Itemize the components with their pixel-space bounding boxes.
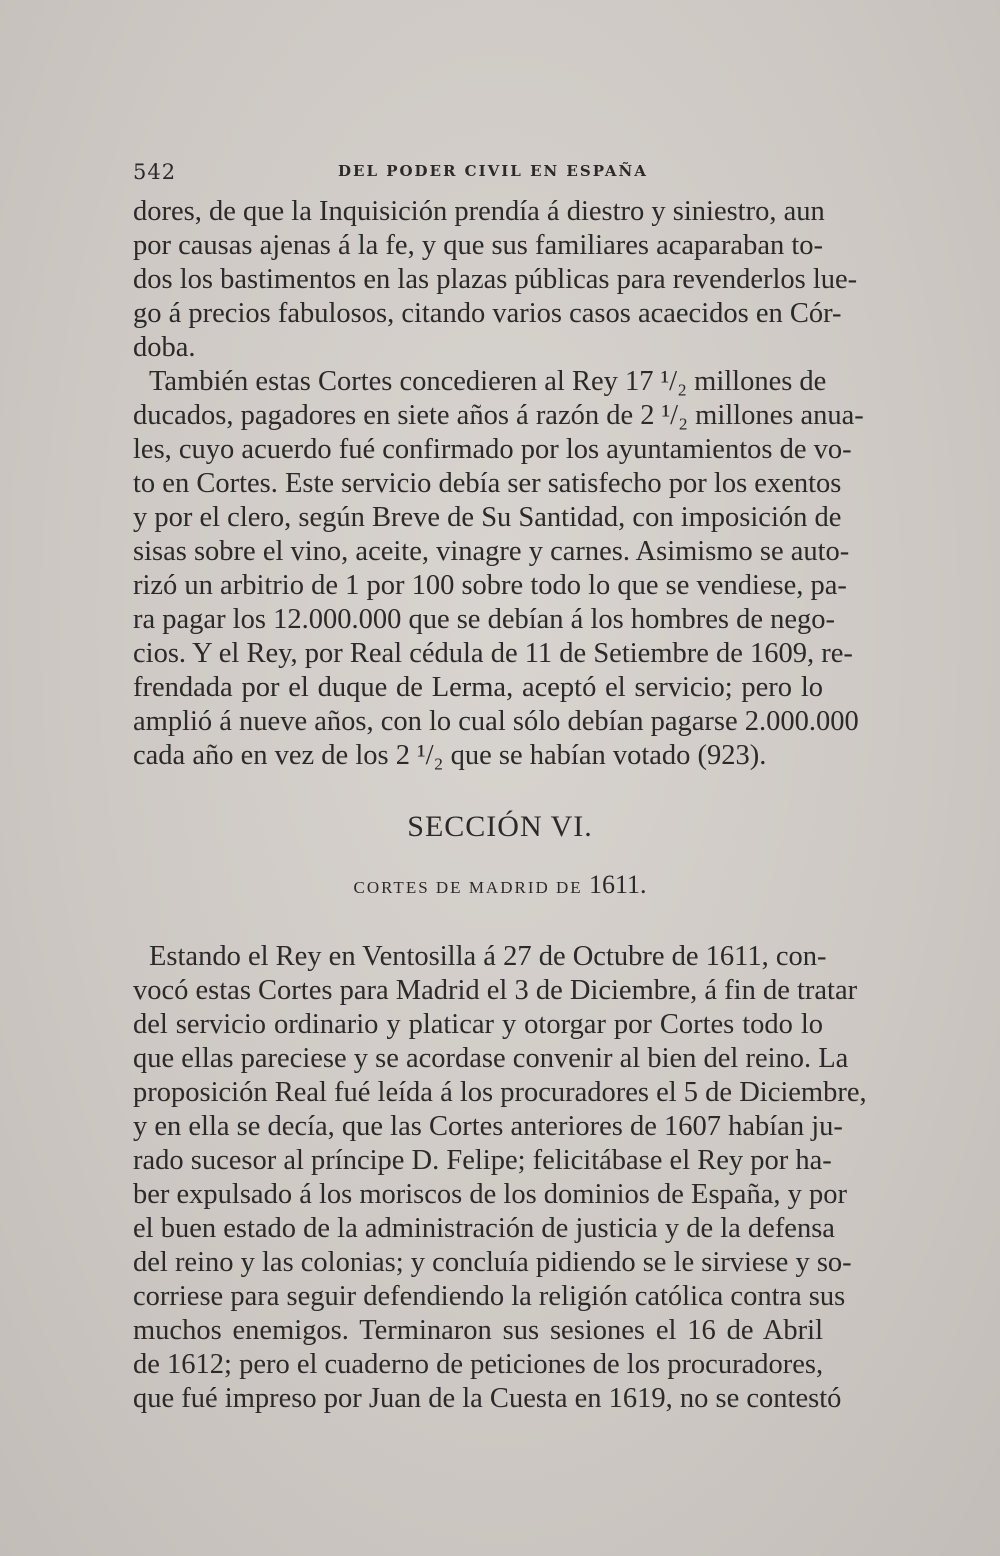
text-line: del servicio ordinario y platicar y otorgar por Cortes todo lo — [133, 1009, 823, 1040]
page-header — [133, 160, 823, 190]
text-line: dores, de que la Inquisición prendía á diestro y siniestro, aun — [133, 196, 825, 227]
text-line: ber expulsado á los moriscos de los dominios de España, y por — [133, 1179, 847, 1210]
text-line: y por el clero, según Breve de Su Santidad, con imposición de — [133, 502, 842, 533]
text-line: rizó un arbitrio de 1 por 100 sobre todo lo que se vendiese, pa- — [133, 570, 847, 601]
text-line: rado sucesor al príncipe D. Felipe; felicitábase el Rey por ha- — [133, 1145, 832, 1176]
text-line: amplió á nueve años, con lo cual sólo debían pagarse 2.000.000 — [133, 706, 859, 737]
text-line: go á precios fabulosos, citando varios casos acaecidos en Cór- — [133, 298, 842, 329]
text-line: el buen estado de la administración de justicia y de la defensa — [133, 1213, 835, 1244]
text-line: ducados, pagadores en siete años á razón de 2 ¹/₂ millones anua- — [133, 400, 864, 431]
running-title: DEL PODER CIVIL EN ESPAÑA — [338, 162, 648, 180]
section-year: 1611. — [588, 870, 647, 899]
text-line: por causas ajenas á la fe, y que sus familiares acaparaban to- — [133, 230, 824, 261]
text-line: que ellas pareciese y se acordase convenir al bien del reino. La — [133, 1043, 849, 1074]
text-line: cios. Y el Rey, por Real cédula de 11 de Setiembre de 1609, re- — [133, 638, 853, 669]
text-line: vocó estas Cortes para Madrid el 3 de Diciembre, á fin de tratar — [133, 975, 858, 1006]
text-line: proposición Real fué leída á los procuradores el 5 de Diciembre, — [133, 1077, 867, 1108]
text-line: frendada por el duque de Lerma, aceptó el servicio; pero lo — [133, 672, 823, 703]
text-line: y en ella se decía, que las Cortes anteriores de 1607 habían ju- — [133, 1111, 843, 1142]
text-line: corriese para seguir defendiendo la religión católica contra sus — [133, 1281, 846, 1312]
text-line: que fué impreso por Juan de la Cuesta en 1619, no se contestó — [133, 1383, 842, 1414]
page-number: 542 — [133, 160, 177, 184]
text-line: de 1612; pero el cuaderno de peticiones de los procuradores, — [133, 1349, 824, 1380]
text-line: to en Cortes. Este servicio debía ser satisfecho por los exentos — [133, 468, 842, 499]
text-line: muchos enemigos. Terminaron sus sesiones el 16 de Abril — [133, 1315, 823, 1346]
text-line: Estando el Rey en Ventosilla á 27 de Octubre de 1611, con- — [149, 941, 827, 972]
text-line: doba. — [133, 332, 196, 363]
text-line: del reino y las colonias; y concluía pidiendo se le sirviese y so- — [133, 1247, 852, 1278]
text-line: cada año en vez de los 2 ¹/₂ que se habían votado (923). — [133, 740, 767, 771]
section-subtitle-text: CORTES DE MADRID DE — [353, 878, 583, 897]
text-line: También estas Cortes concedieren al Rey 17 ¹/₂ millones de — [149, 366, 827, 397]
text-line: ra pagar los 12.000.000 que se debían á los hombres de nego- — [133, 604, 836, 635]
section-title: SECCIÓN VI. — [407, 810, 593, 843]
text-line: sisas sobre el vino, aceite, vinagre y carnes. Asimismo se auto- — [133, 536, 850, 567]
section-subtitle — [0, 870, 1000, 900]
text-line: les, cuyo acuerdo fué confirmado por los ayuntamientos de vo- — [133, 434, 852, 465]
text-line: dos los bastimentos en las plazas públicas para revenderlos lue- — [133, 264, 858, 295]
